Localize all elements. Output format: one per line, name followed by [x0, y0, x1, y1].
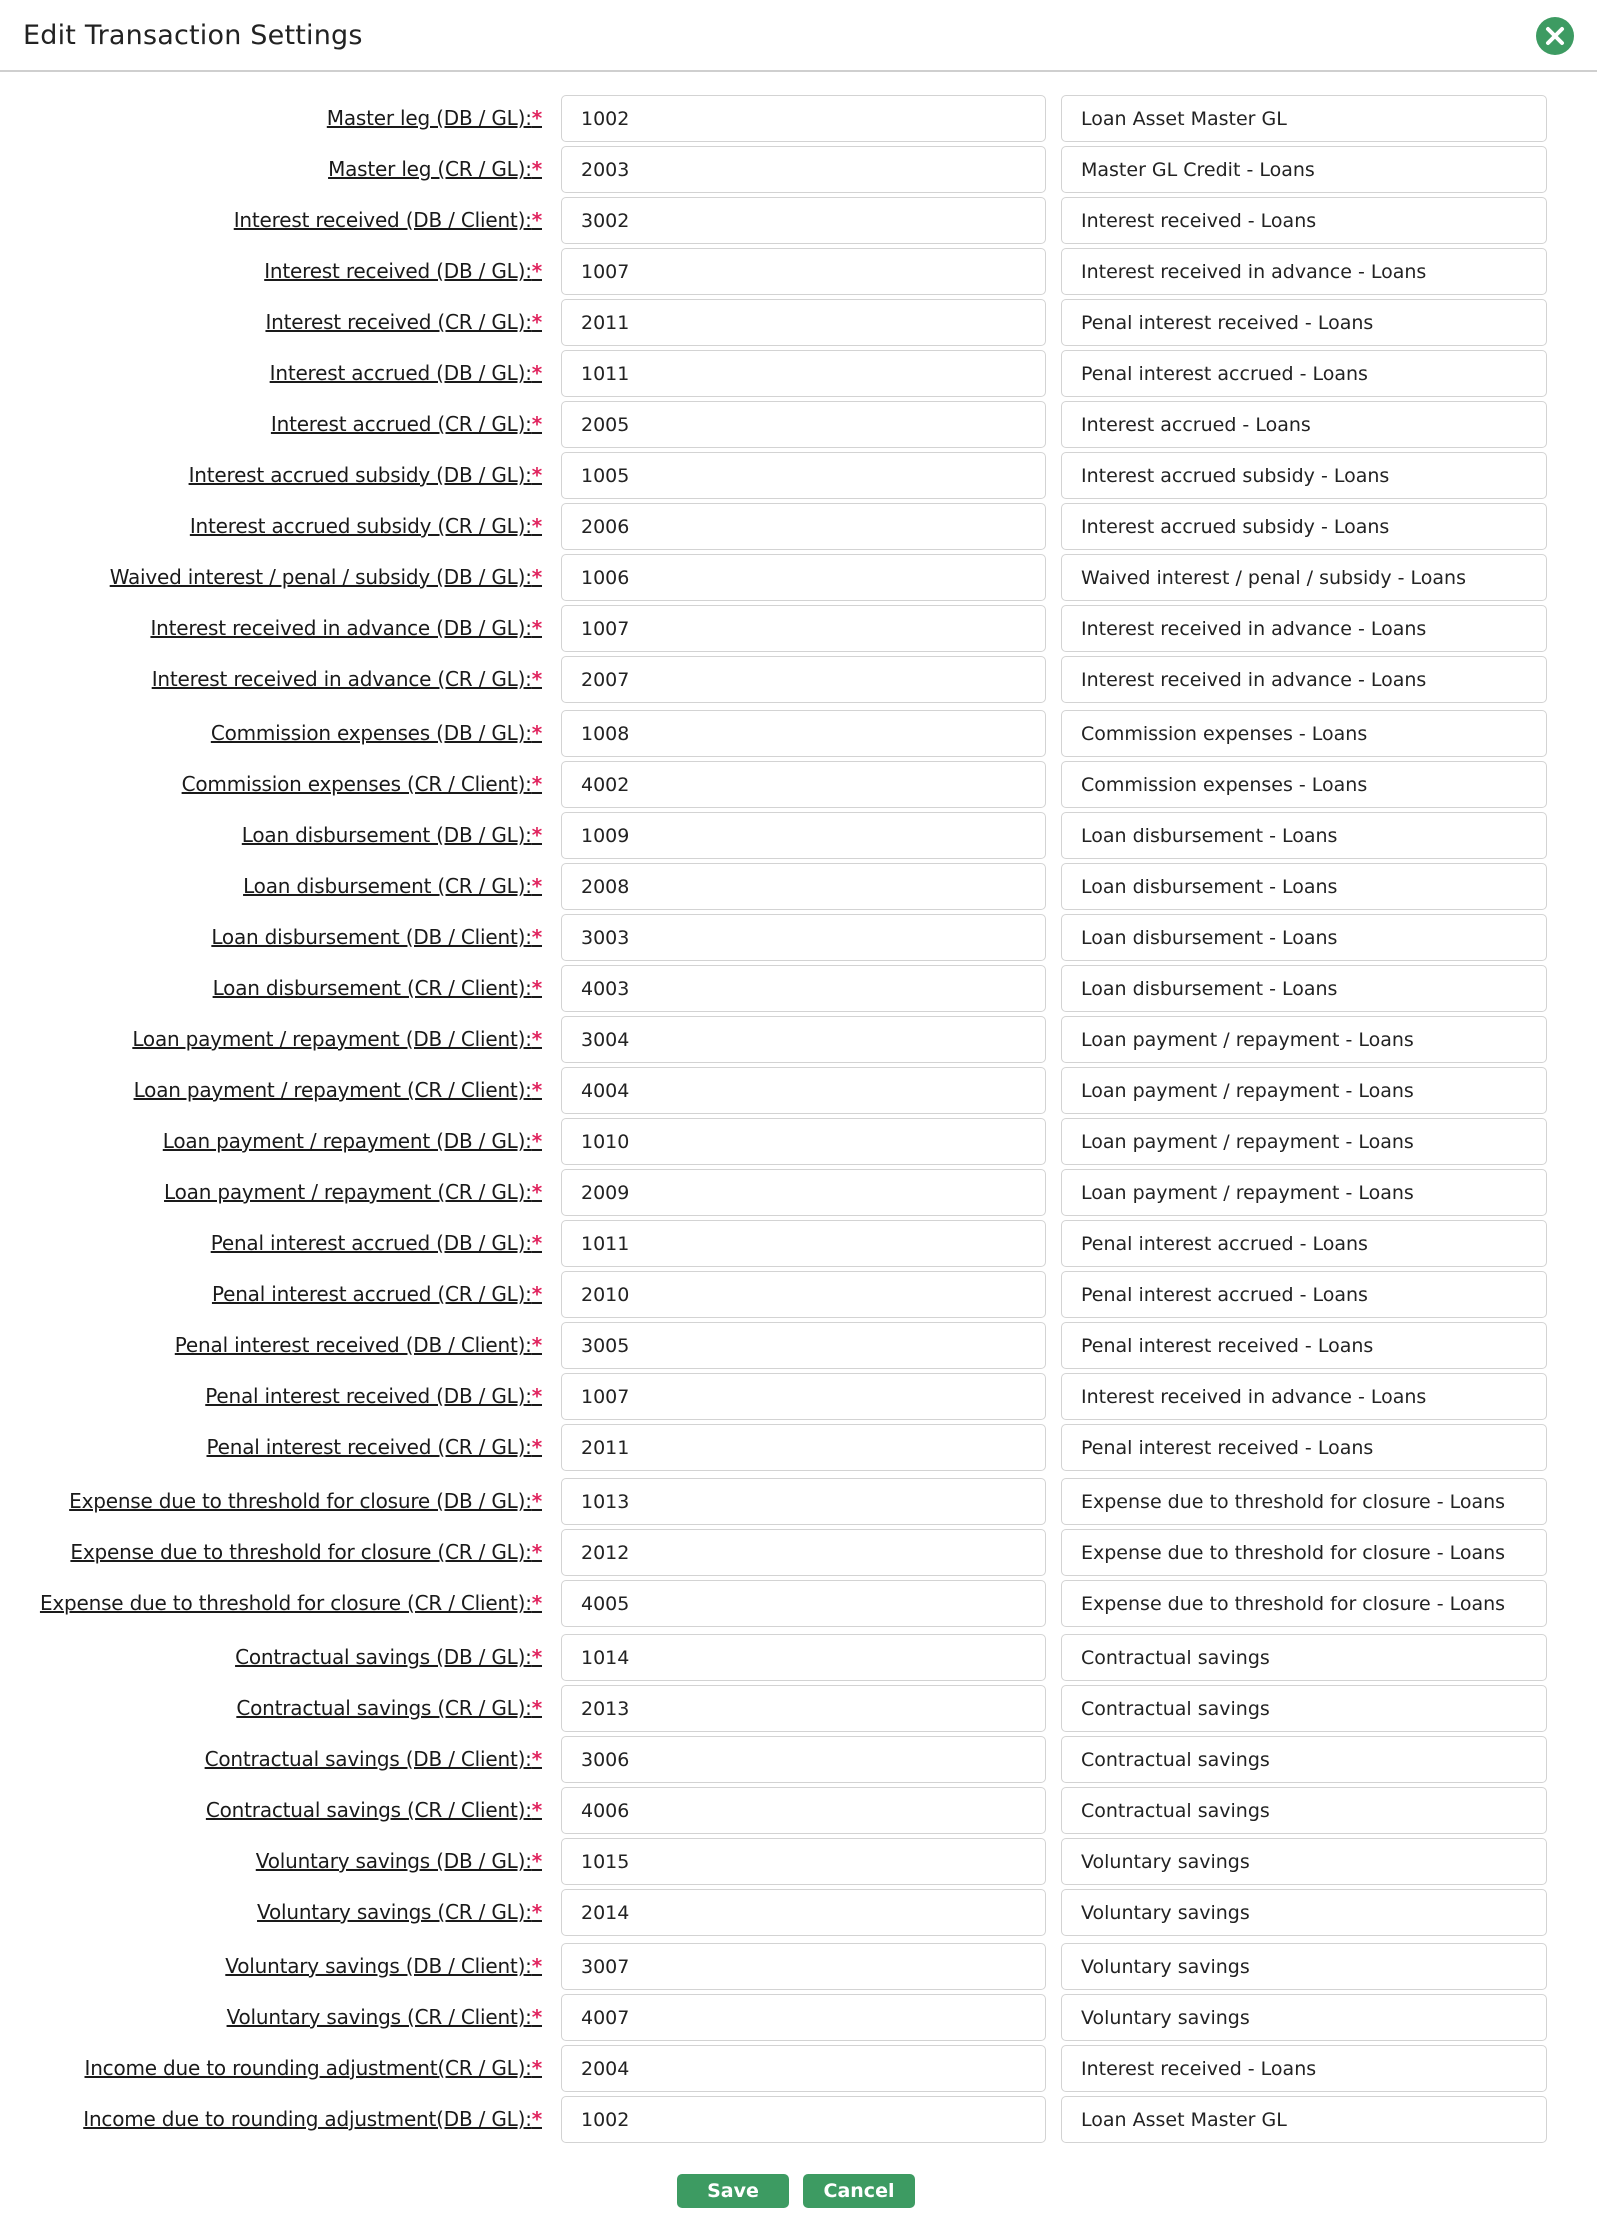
account-code-input[interactable] — [561, 1580, 1046, 1627]
form-row — [0, 1942, 1597, 1991]
field-label — [152, 667, 542, 691]
account-description-input[interactable] — [1061, 1634, 1547, 1681]
account-code-input[interactable] — [561, 1478, 1046, 1525]
form-row — [0, 1888, 1597, 1937]
account-code-input[interactable] — [561, 656, 1046, 703]
required-marker: * — [531, 1591, 542, 1615]
account-description-input[interactable] — [1061, 554, 1547, 601]
account-description-input[interactable] — [1061, 761, 1547, 808]
form-row — [0, 1270, 1597, 1319]
form-row — [0, 1219, 1597, 1268]
account-description-input[interactable] — [1061, 1118, 1547, 1165]
form-row — [0, 964, 1597, 1013]
required-marker: * — [531, 1900, 542, 1924]
field-label-text: Contractual savings (DB / GL): — [235, 1645, 532, 1669]
field-label-text: Voluntary savings (DB / Client): — [225, 1954, 532, 1978]
form-row — [0, 1066, 1597, 1115]
dialog-header — [0, 0, 1597, 72]
cancel-button[interactable]: Cancel — [803, 2174, 915, 2208]
required-marker: * — [531, 2056, 542, 2080]
required-marker: * — [531, 1027, 542, 1051]
form-row — [0, 1477, 1597, 1526]
field-label — [235, 1645, 542, 1669]
field-label — [212, 1282, 542, 1306]
form-row — [0, 1735, 1597, 1784]
field-label-text: Interest received in advance (DB / GL): — [150, 616, 532, 640]
account-code-input[interactable] — [561, 1118, 1046, 1165]
field-label — [327, 106, 542, 130]
field-label-text: Penal interest accrued (DB / GL): — [210, 1231, 532, 1255]
required-marker: * — [531, 361, 542, 385]
account-description-input[interactable] — [1061, 248, 1547, 295]
field-label — [211, 721, 542, 745]
account-description-input[interactable] — [1061, 452, 1547, 499]
field-label — [243, 874, 542, 898]
field-label-text: Interest received (DB / Client): — [233, 208, 532, 232]
required-marker: * — [531, 874, 542, 898]
account-description-input[interactable] — [1061, 1478, 1547, 1525]
account-code-input[interactable] — [561, 761, 1046, 808]
field-label — [205, 1747, 542, 1771]
field-label-text: Loan disbursement (DB / GL): — [241, 823, 532, 847]
field-label — [227, 2005, 542, 2029]
form-row — [0, 1015, 1597, 1064]
required-marker: * — [531, 976, 542, 1000]
account-description-input[interactable] — [1061, 965, 1547, 1012]
save-button[interactable]: Save — [677, 2174, 789, 2208]
form-row — [0, 811, 1597, 860]
field-label-text: Master leg (CR / GL): — [328, 157, 532, 181]
field-label — [242, 823, 542, 847]
required-marker: * — [531, 106, 542, 130]
field-label — [190, 514, 542, 538]
account-description-input[interactable] — [1061, 1994, 1547, 2041]
field-label-text: Loan payment / repayment (DB / GL): — [162, 1129, 532, 1153]
required-marker: * — [531, 463, 542, 487]
required-marker: * — [531, 1384, 542, 1408]
form-row — [0, 1837, 1597, 1886]
account-code-input[interactable] — [561, 1169, 1046, 1216]
form-row — [0, 760, 1597, 809]
field-label-text: Master leg (DB / GL): — [326, 106, 532, 130]
field-label-text: Income due to rounding adjustment(DB / GL): — [83, 2107, 532, 2131]
account-description-input[interactable] — [1061, 1373, 1547, 1420]
account-description-input[interactable] — [1061, 2096, 1547, 2143]
required-marker: * — [531, 1489, 542, 1513]
account-code-input[interactable] — [561, 1736, 1046, 1783]
form-row — [0, 349, 1597, 398]
required-marker: * — [531, 2107, 542, 2131]
account-description-input[interactable] — [1061, 656, 1547, 703]
field-label — [163, 1129, 542, 1153]
field-label-text: Penal interest accrued (CR / GL): — [211, 1282, 532, 1306]
account-code-input[interactable] — [561, 1994, 1046, 2041]
required-marker: * — [531, 1180, 542, 1204]
field-label-text: Interest received (DB / GL): — [264, 259, 532, 283]
field-label — [271, 412, 542, 436]
field-label — [207, 1435, 543, 1459]
required-marker: * — [531, 667, 542, 691]
field-label-text: Income due to rounding adjustment(CR / GL): — [84, 2056, 532, 2080]
form-row — [0, 2095, 1597, 2144]
required-marker: * — [531, 772, 542, 796]
required-marker: * — [531, 1435, 542, 1459]
field-label — [205, 1384, 542, 1408]
field-label — [236, 1696, 542, 1720]
account-description-input[interactable] — [1061, 1685, 1547, 1732]
account-code-input[interactable] — [561, 812, 1046, 859]
form-row — [0, 1117, 1597, 1166]
account-description-input[interactable] — [1061, 503, 1547, 550]
field-label — [270, 361, 542, 385]
field-label — [264, 259, 542, 283]
account-code-input[interactable] — [561, 605, 1046, 652]
field-label-text: Interest accrued subsidy (CR / GL): — [189, 514, 532, 538]
form-row — [0, 94, 1597, 143]
account-description-input[interactable] — [1061, 812, 1547, 859]
account-code-input[interactable] — [561, 710, 1046, 757]
required-marker: * — [531, 721, 542, 745]
account-code-input[interactable] — [561, 2096, 1046, 2143]
form-row — [0, 145, 1597, 194]
account-code-input[interactable] — [561, 965, 1046, 1012]
account-code-input[interactable] — [561, 1838, 1046, 1885]
field-label-text: Interest received in advance (CR / GL): — [151, 667, 532, 691]
field-label-text: Commission expenses (CR / Client): — [181, 772, 532, 796]
close-button[interactable] — [1536, 17, 1574, 55]
account-description-input[interactable] — [1061, 1322, 1547, 1369]
account-description-input[interactable] — [1061, 401, 1547, 448]
required-marker: * — [531, 1282, 542, 1306]
account-description-input[interactable] — [1061, 863, 1547, 910]
field-label-text: Interest received (CR / GL): — [265, 310, 532, 334]
form-row — [0, 1579, 1597, 1628]
account-description-input[interactable] — [1061, 197, 1547, 244]
account-code-input[interactable] — [561, 299, 1046, 346]
form-row — [0, 298, 1597, 347]
form-row — [0, 1423, 1597, 1472]
account-description-input[interactable] — [1061, 1424, 1547, 1471]
required-marker: * — [531, 2005, 542, 2029]
form-row — [0, 247, 1597, 296]
account-code-input[interactable] — [561, 914, 1046, 961]
account-code-input[interactable] — [561, 1634, 1046, 1681]
field-label-text: Interest accrued (DB / GL): — [269, 361, 532, 385]
field-label — [150, 616, 542, 640]
account-description-input[interactable] — [1061, 1169, 1547, 1216]
account-code-input[interactable] — [561, 1685, 1046, 1732]
required-marker: * — [531, 823, 542, 847]
form-row — [0, 1168, 1597, 1217]
field-label-text: Expense due to threshold for closure (CR / Client): — [39, 1591, 532, 1615]
field-label-text: Contractual savings (CR / Client): — [205, 1798, 532, 1822]
account-code-input[interactable] — [561, 1943, 1046, 1990]
account-code-input[interactable] — [561, 146, 1046, 193]
field-label-text: Penal interest received (DB / GL): — [205, 1384, 532, 1408]
account-code-input[interactable] — [561, 95, 1046, 142]
required-marker: * — [531, 310, 542, 334]
field-label — [83, 2107, 542, 2131]
account-code-input[interactable] — [561, 401, 1046, 448]
field-label-text: Voluntary savings (CR / GL): — [257, 1900, 532, 1924]
field-label — [134, 1078, 542, 1102]
account-code-input[interactable] — [561, 554, 1046, 601]
account-code-input[interactable] — [561, 1889, 1046, 1936]
field-label-text: Voluntary savings (CR / Client): — [226, 2005, 532, 2029]
field-label — [234, 208, 542, 232]
form-row — [0, 1786, 1597, 1835]
account-description-input[interactable] — [1061, 1271, 1547, 1318]
field-label — [85, 2056, 543, 2080]
account-code-input[interactable] — [561, 1787, 1046, 1834]
form-row — [0, 709, 1597, 758]
account-code-input[interactable] — [561, 197, 1046, 244]
field-label — [175, 1333, 542, 1357]
field-label — [265, 310, 542, 334]
required-marker: * — [531, 514, 542, 538]
required-marker: * — [531, 1333, 542, 1357]
field-label-text: Loan disbursement (CR / GL): — [243, 874, 532, 898]
form-row — [0, 1528, 1597, 1577]
account-code-input[interactable] — [561, 1016, 1046, 1063]
required-marker: * — [531, 925, 542, 949]
field-label — [182, 772, 542, 796]
required-marker: * — [531, 1954, 542, 1978]
required-marker: * — [531, 259, 542, 283]
required-marker: * — [531, 565, 542, 589]
required-marker: * — [531, 1696, 542, 1720]
field-label — [206, 1798, 542, 1822]
field-label-text: Voluntary savings (DB / GL): — [255, 1849, 532, 1873]
field-label-text: Interest accrued subsidy (DB / GL): — [188, 463, 532, 487]
account-description-input[interactable] — [1061, 1889, 1547, 1936]
field-label-text: Contractual savings (DB / Client): — [204, 1747, 532, 1771]
dialog-title: Edit Transaction Settings — [23, 20, 363, 51]
required-marker: * — [531, 1645, 542, 1669]
account-code-input[interactable] — [561, 1529, 1046, 1576]
field-label — [110, 565, 542, 589]
account-code-input[interactable] — [561, 350, 1046, 397]
form-row — [0, 553, 1597, 602]
field-label — [40, 1591, 542, 1615]
account-code-input[interactable] — [561, 1322, 1046, 1369]
account-code-input[interactable] — [561, 863, 1046, 910]
account-description-input[interactable] — [1061, 1787, 1547, 1834]
form-row — [0, 913, 1597, 962]
field-label-text: Loan disbursement (DB / Client): — [211, 925, 532, 949]
required-marker: * — [531, 1747, 542, 1771]
field-label — [213, 976, 542, 1000]
required-marker: * — [531, 616, 542, 640]
form-row — [0, 451, 1597, 500]
account-description-input[interactable] — [1061, 1220, 1547, 1267]
required-marker: * — [531, 157, 542, 181]
required-marker: * — [531, 1129, 542, 1153]
field-label-text: Commission expenses (DB / GL): — [210, 721, 532, 745]
field-label — [211, 1231, 542, 1255]
account-description-input[interactable] — [1061, 95, 1547, 142]
account-description-input[interactable] — [1061, 605, 1547, 652]
required-marker: * — [531, 1078, 542, 1102]
field-label — [211, 925, 542, 949]
field-label-text: Loan payment / repayment (CR / Client): — [133, 1078, 532, 1102]
field-label-text: Loan disbursement (CR / Client): — [212, 976, 532, 1000]
account-code-input[interactable] — [561, 452, 1046, 499]
form-row — [0, 2044, 1597, 2093]
required-marker: * — [531, 1540, 542, 1564]
form-row — [0, 1633, 1597, 1682]
account-description-input[interactable] — [1061, 350, 1547, 397]
field-label — [132, 1027, 542, 1051]
account-code-input[interactable] — [561, 503, 1046, 550]
form-row — [0, 502, 1597, 551]
field-label-text: Interest accrued (CR / GL): — [270, 412, 532, 436]
field-label-text: Expense due to threshold for closure (DB / GL): — [69, 1489, 532, 1513]
account-code-input[interactable] — [561, 248, 1046, 295]
field-label-text: Expense due to threshold for closure (CR / GL): — [70, 1540, 532, 1564]
field-label-text: Loan payment / repayment (DB / Client): — [132, 1027, 532, 1051]
account-description-input[interactable] — [1061, 299, 1547, 346]
form-row — [0, 655, 1597, 704]
field-label — [69, 1489, 542, 1513]
close-icon — [1536, 17, 1574, 55]
account-code-input[interactable] — [561, 1220, 1046, 1267]
field-label-text: Waived interest / penal / subsidy (DB / GL): — [109, 565, 532, 589]
account-description-input[interactable] — [1061, 1529, 1547, 1576]
account-code-input[interactable] — [561, 1424, 1046, 1471]
field-label — [189, 463, 542, 487]
field-label — [328, 157, 542, 181]
required-marker: * — [531, 1798, 542, 1822]
account-description-input[interactable] — [1061, 1943, 1547, 1990]
account-description-input[interactable] — [1061, 710, 1547, 757]
account-code-input[interactable] — [561, 1271, 1046, 1318]
account-description-input[interactable] — [1061, 1580, 1547, 1627]
account-description-input[interactable] — [1061, 146, 1547, 193]
required-marker: * — [531, 1849, 542, 1873]
form-row — [0, 400, 1597, 449]
account-description-input[interactable] — [1061, 2045, 1547, 2092]
transaction-settings-form — [0, 94, 1597, 2146]
account-description-input[interactable] — [1061, 1736, 1547, 1783]
account-code-input[interactable] — [561, 2045, 1046, 2092]
form-row — [0, 862, 1597, 911]
form-row — [0, 196, 1597, 245]
field-label-text: Loan payment / repayment (CR / GL): — [164, 1180, 532, 1204]
field-label — [257, 1900, 542, 1924]
required-marker: * — [531, 208, 542, 232]
field-label — [164, 1180, 542, 1204]
required-marker: * — [531, 412, 542, 436]
field-label — [256, 1849, 542, 1873]
field-label — [70, 1540, 542, 1564]
required-marker: * — [531, 1231, 542, 1255]
form-row — [0, 1321, 1597, 1370]
account-code-input[interactable] — [561, 1067, 1046, 1114]
account-description-input[interactable] — [1061, 1838, 1547, 1885]
form-row — [0, 1993, 1597, 2042]
field-label-text: Penal interest received (DB / Client): — [174, 1333, 532, 1357]
form-row — [0, 604, 1597, 653]
account-description-input[interactable] — [1061, 1067, 1547, 1114]
field-label-text: Contractual savings (CR / GL): — [236, 1696, 532, 1720]
field-label-text: Penal interest received (CR / GL): — [206, 1435, 532, 1459]
field-label — [225, 1954, 542, 1978]
account-description-input[interactable] — [1061, 914, 1547, 961]
form-row — [0, 1372, 1597, 1421]
account-description-input[interactable] — [1061, 1016, 1547, 1063]
form-row — [0, 1684, 1597, 1733]
account-code-input[interactable] — [561, 1373, 1046, 1420]
